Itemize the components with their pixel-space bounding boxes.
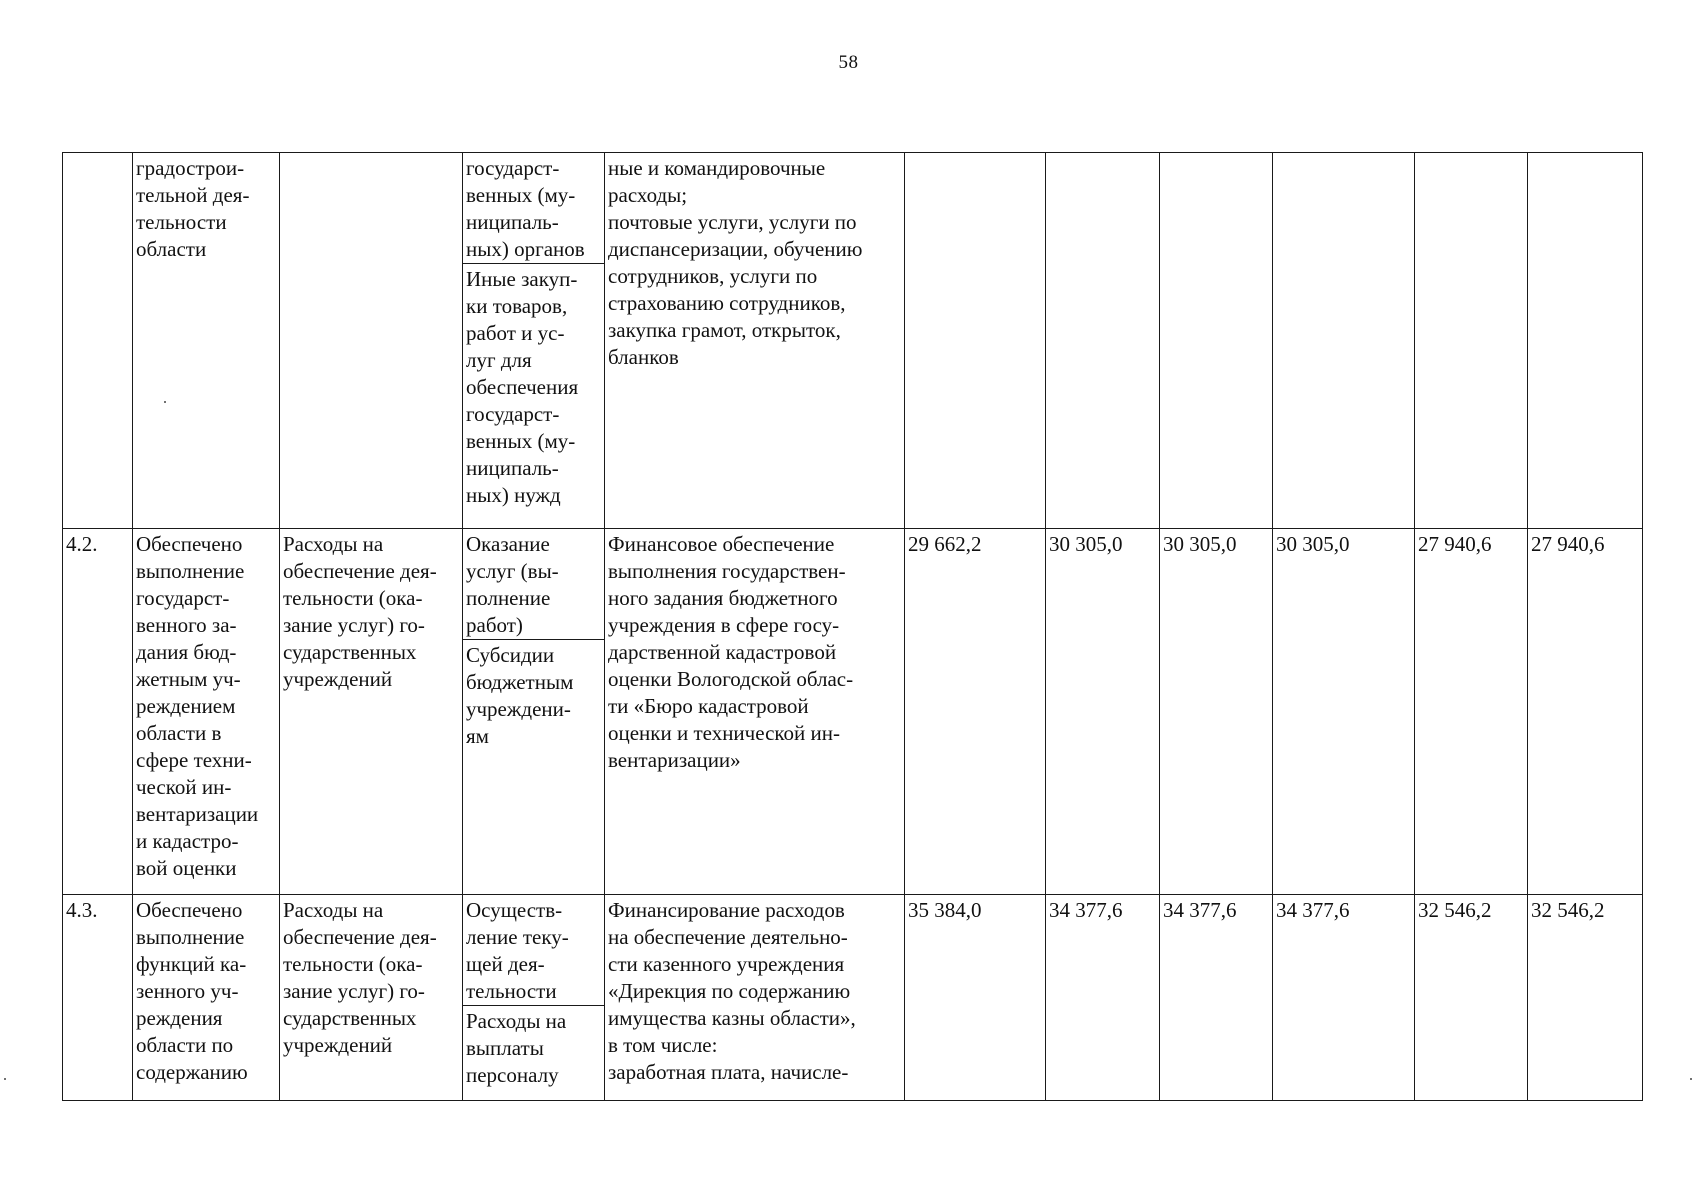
description-cell: ные и командировочные расходы; почтовые услуги, услуги по диспансеризации, обучению сотрудников, услуги по страхованию сотрудников, закупка грамот, открыток, бланков [605, 153, 905, 529]
value-cell: 30 305,0 [1160, 529, 1273, 895]
value-cell: 34 377,6 [1046, 895, 1160, 1101]
expense-kind-top: Оказание услуг (вы- полнение работ) [463, 529, 604, 640]
task-cell: Обеспечено выполнение государст- венного за- дания бюд- жетным уч- реждением области в сфере техни- ческой ин- вентаризации и кадастро- вой оценки [133, 529, 280, 895]
scan-speck [164, 401, 166, 403]
expense-kind-top: государст- венных (му- ниципаль- ных) органов [463, 153, 604, 264]
value-cell: 30 305,0 [1273, 529, 1415, 895]
row-number-cell: 4.2. [63, 529, 133, 895]
value-cell [1046, 153, 1160, 529]
value-cell: 32 546,2 [1415, 895, 1528, 1101]
value-cell: 30 305,0 [1046, 529, 1160, 895]
task-cell: Обеспечено выполнение функций ка- зенного уч- реждения области по содержанию [133, 895, 280, 1101]
value-cell: 29 662,2 [905, 529, 1046, 895]
value-cell: 34 377,6 [1273, 895, 1415, 1101]
expense-type-cell: Расходы на обеспечение дея- тельности (ока- зание услуг) го- сударственных учреждений [280, 529, 463, 895]
value-cell: 27 940,6 [1528, 529, 1643, 895]
table-row [63, 895, 1643, 1101]
expense-kind-bottom: Иные закуп- ки товаров, работ и ус- луг для обеспечения государст- венных (му- ниципаль- ных) нужд [466, 267, 579, 507]
budget-table [62, 152, 1643, 1101]
task-cell: градострои- тельной дея- тельности области [133, 153, 280, 529]
value-cell: 27 940,6 [1415, 529, 1528, 895]
row-number-cell: 4.3. [63, 895, 133, 1101]
description-cell: Финансовое обеспечение выполнения государствен- ного задания бюджетного учреждения в сфере госу- дарственной кадастровой оценки Вологодской облас- ти «Бюро кадастровой оценки и технической ин- вентаризации» [605, 529, 905, 895]
expense-type-cell [280, 153, 463, 529]
value-cell: 35 384,0 [905, 895, 1046, 1101]
expense-kind-bottom: Расходы на выплаты персоналу [466, 1009, 567, 1087]
expense-type-cell: Расходы на обеспечение дея- тельности (ока- зание услуг) го- сударственных учреждений [280, 895, 463, 1101]
scan-speck [4, 1078, 6, 1080]
value-cell [1528, 153, 1643, 529]
table-row [63, 529, 1643, 895]
value-cell [1415, 153, 1528, 529]
expense-kind-cell [463, 153, 605, 529]
scan-speck [1690, 1078, 1692, 1080]
table-row [63, 153, 1643, 529]
expense-kind-bottom: Субсидии бюджетным учреждени- ям [466, 643, 574, 748]
description-cell: Финансирование расходов на обеспечение деятельно- сти казенного учреждения «Дирекция по содержанию имущества казны области», в том числе: заработная плата, начисле- [605, 895, 905, 1101]
page-number: 58 [838, 52, 859, 73]
value-cell: 34 377,6 [1160, 895, 1273, 1101]
value-cell: 32 546,2 [1528, 895, 1643, 1101]
value-cell [905, 153, 1046, 529]
expense-kind-top: Осуществ- ление теку- щей дея- тельности [463, 895, 604, 1006]
value-cell [1273, 153, 1415, 529]
expense-kind-cell [463, 529, 605, 895]
value-cell [1160, 153, 1273, 529]
expense-kind-cell [463, 895, 605, 1101]
row-number-cell [63, 153, 133, 529]
